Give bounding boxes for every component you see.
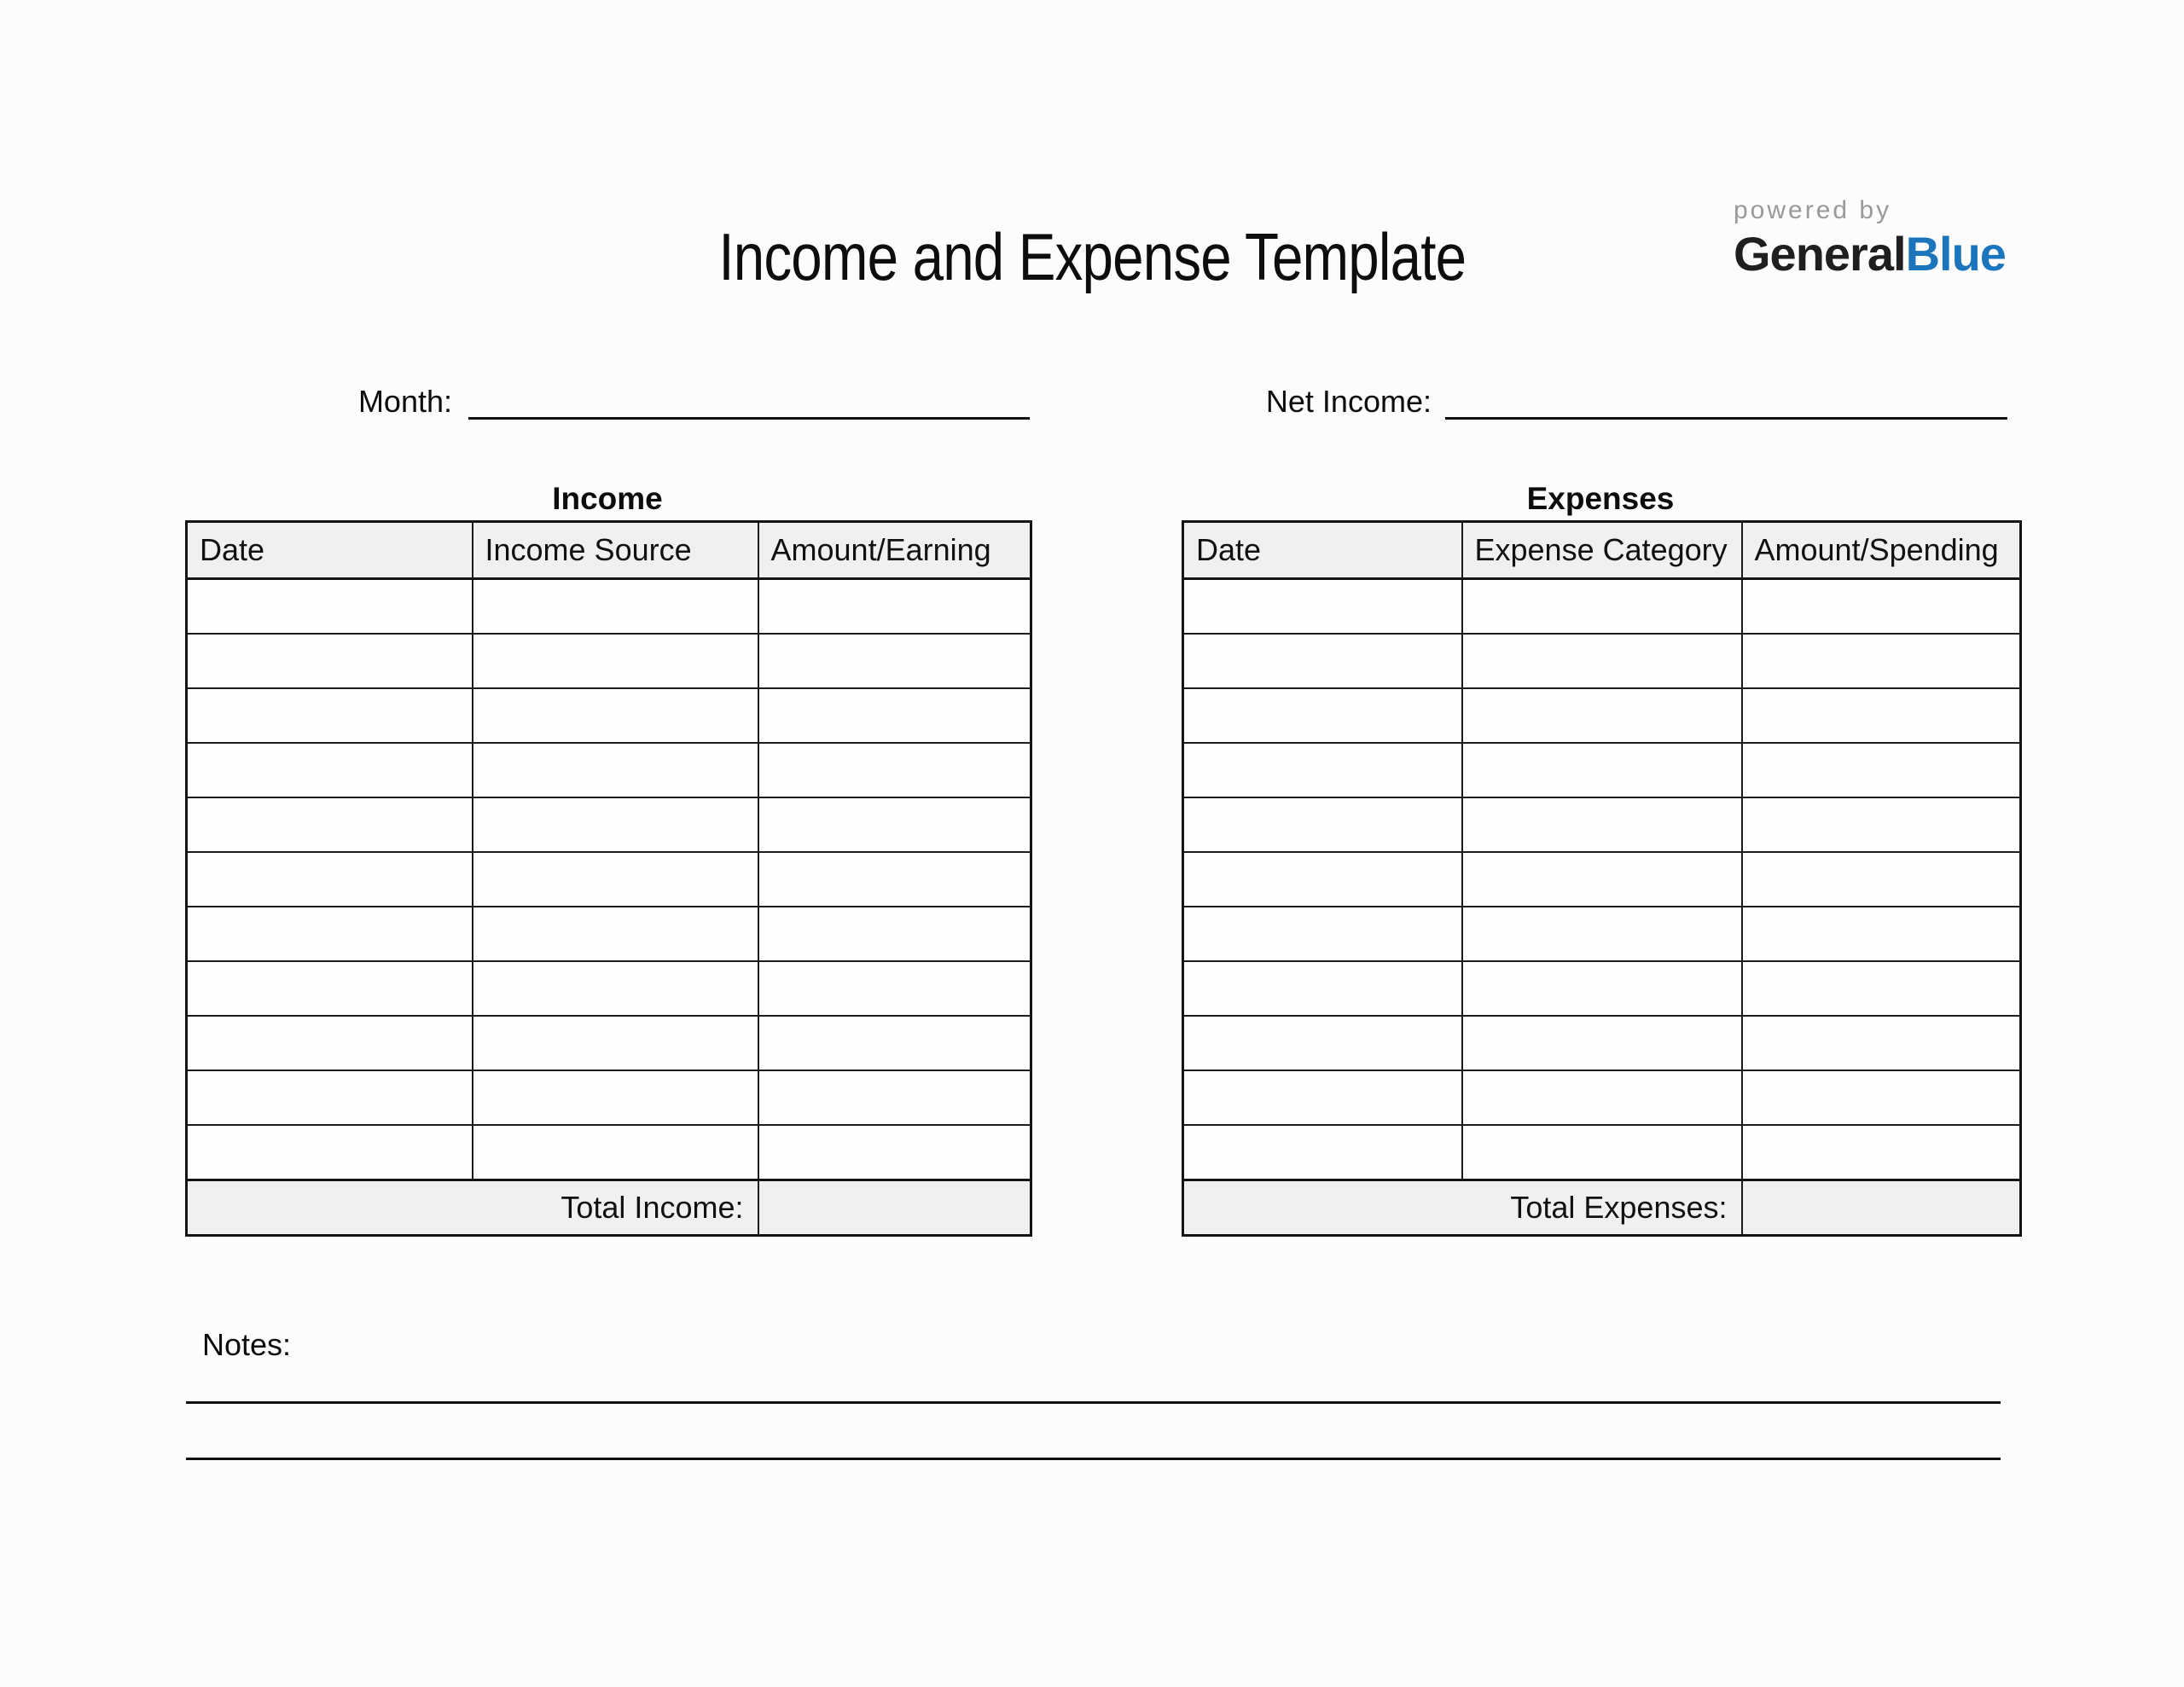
- table-cell[interactable]: [473, 1070, 758, 1125]
- table-cell[interactable]: [758, 688, 1031, 743]
- table-cell[interactable]: [473, 961, 758, 1016]
- table-cell[interactable]: [1183, 634, 1462, 688]
- table-cell[interactable]: [1742, 579, 2021, 635]
- table-cell[interactable]: [1462, 579, 1742, 635]
- table-row: [187, 852, 1031, 907]
- table-cell[interactable]: [473, 797, 758, 852]
- table-cell[interactable]: [758, 1070, 1031, 1125]
- table-cell[interactable]: [187, 579, 473, 635]
- table-cell[interactable]: [1742, 852, 2021, 907]
- table-row: [1183, 579, 2021, 635]
- table-cell[interactable]: [473, 579, 758, 635]
- table-cell[interactable]: [187, 852, 473, 907]
- table-cell[interactable]: [187, 743, 473, 797]
- table-row: [187, 688, 1031, 743]
- month-label: Month:: [357, 384, 452, 419]
- table-cell[interactable]: [1462, 1016, 1742, 1070]
- table-cell[interactable]: [758, 579, 1031, 635]
- table-row: [187, 743, 1031, 797]
- table-cell[interactable]: [1462, 797, 1742, 852]
- table-cell[interactable]: [473, 1016, 758, 1070]
- table-cell[interactable]: [187, 634, 473, 688]
- table-row: [187, 1016, 1031, 1070]
- table-row: [1183, 852, 2021, 907]
- table-cell[interactable]: [473, 852, 758, 907]
- table-cell[interactable]: [473, 688, 758, 743]
- brand-wordmark-blue: Blue: [1905, 227, 2006, 281]
- income-total-row: [187, 1180, 1031, 1236]
- table-row: [1183, 743, 2021, 797]
- table-cell[interactable]: [1742, 688, 2021, 743]
- table-cell[interactable]: [473, 634, 758, 688]
- total-expenses-label: Total Expenses:: [1183, 1180, 1742, 1236]
- table-cell[interactable]: [187, 907, 473, 961]
- table-row: [1183, 688, 2021, 743]
- table-cell[interactable]: [1183, 1070, 1462, 1125]
- income-column-header-amount: Amount/Earning: [758, 522, 1031, 579]
- expenses-total-row: [1183, 1180, 2021, 1236]
- brand-wordmark-general: General: [1734, 227, 1906, 281]
- table-cell[interactable]: [1183, 579, 1462, 635]
- income-header-row: [187, 522, 1031, 579]
- table-cell[interactable]: [1462, 743, 1742, 797]
- table-cell[interactable]: [187, 1125, 473, 1180]
- table-row: [187, 1070, 1031, 1125]
- income-table: [185, 520, 1032, 1237]
- expenses-column-header-date: Date: [1183, 522, 1462, 579]
- table-cell[interactable]: [187, 1016, 473, 1070]
- table-row: [1183, 1125, 2021, 1180]
- table-cell[interactable]: [1742, 1125, 2021, 1180]
- expenses-header-row: [1183, 522, 2021, 579]
- table-cell[interactable]: [1183, 852, 1462, 907]
- table-row: [1183, 1016, 2021, 1070]
- table-cell[interactable]: [1183, 961, 1462, 1016]
- total-income-label: Total Income:: [187, 1180, 758, 1236]
- table-cell[interactable]: [187, 1070, 473, 1125]
- table-cell[interactable]: [758, 907, 1031, 961]
- expenses-table-body: [1183, 579, 2021, 1180]
- table-cell[interactable]: [758, 797, 1031, 852]
- table-cell[interactable]: [1462, 1070, 1742, 1125]
- notes-label: Notes:: [202, 1327, 292, 1362]
- table-cell[interactable]: [758, 961, 1031, 1016]
- table-cell[interactable]: [187, 961, 473, 1016]
- table-cell[interactable]: [758, 852, 1031, 907]
- table-cell[interactable]: [187, 797, 473, 852]
- net-income-label: Net Income:: [1265, 384, 1432, 419]
- brand-wordmark: [1734, 227, 2006, 281]
- table-row: [187, 797, 1031, 852]
- income-column-header-date: Date: [187, 522, 473, 579]
- table-cell[interactable]: [1462, 961, 1742, 1016]
- income-table-body: [187, 579, 1031, 1180]
- table-cell[interactable]: [1183, 1016, 1462, 1070]
- table-row: [187, 1125, 1031, 1180]
- table-cell[interactable]: [1742, 961, 2021, 1016]
- income-column-header-source: Income Source: [473, 522, 758, 579]
- table-cell[interactable]: [1742, 743, 2021, 797]
- notes-line-1[interactable]: [186, 1401, 2001, 1404]
- table-cell[interactable]: [1742, 1016, 2021, 1070]
- table-cell[interactable]: [1183, 743, 1462, 797]
- brand-logo: [1734, 196, 2006, 281]
- expenses-column-header-category: Expense Category: [1462, 522, 1742, 579]
- notes-line-2[interactable]: [186, 1458, 2001, 1460]
- table-cell[interactable]: [1462, 688, 1742, 743]
- table-cell[interactable]: [758, 743, 1031, 797]
- table-row: [1183, 797, 2021, 852]
- table-cell[interactable]: [1183, 1125, 1462, 1180]
- table-cell[interactable]: [1183, 797, 1462, 852]
- table-cell[interactable]: [1462, 1125, 1742, 1180]
- expenses-table: [1182, 520, 2022, 1237]
- table-cell[interactable]: [1742, 634, 2021, 688]
- expenses-section-title: Expenses: [1526, 481, 1675, 516]
- table-cell[interactable]: [1183, 688, 1462, 743]
- table-row: [187, 907, 1031, 961]
- income-section-title: Income: [552, 481, 663, 516]
- total-income-value-cell[interactable]: [758, 1180, 1031, 1236]
- expenses-column-header-amount: Amount/Spending: [1742, 522, 2021, 579]
- table-cell[interactable]: [473, 907, 758, 961]
- table-cell[interactable]: [187, 688, 473, 743]
- net-income-input-line[interactable]: [1445, 417, 2007, 420]
- table-cell[interactable]: [473, 1125, 758, 1180]
- table-cell[interactable]: [1742, 907, 2021, 961]
- table-row: [1183, 1070, 2021, 1125]
- table-cell[interactable]: [1462, 634, 1742, 688]
- table-cell[interactable]: [1742, 797, 2021, 852]
- table-row: [1183, 961, 2021, 1016]
- table-row: [1183, 907, 2021, 961]
- table-cell[interactable]: [758, 1125, 1031, 1180]
- table-row: [1183, 634, 2021, 688]
- powered-by-label: powered by: [1734, 196, 1892, 224]
- table-cell[interactable]: [1462, 852, 1742, 907]
- table-cell[interactable]: [1742, 1070, 2021, 1125]
- table-cell[interactable]: [1462, 907, 1742, 961]
- month-input-line[interactable]: [468, 417, 1030, 420]
- table-cell[interactable]: [758, 634, 1031, 688]
- table-cell[interactable]: [758, 1016, 1031, 1070]
- table-row: [187, 634, 1031, 688]
- table-cell[interactable]: [1183, 907, 1462, 961]
- table-row: [187, 961, 1031, 1016]
- page-title: Income and Expense Template: [718, 219, 1466, 294]
- total-expenses-value-cell[interactable]: [1742, 1180, 2021, 1236]
- table-cell[interactable]: [473, 743, 758, 797]
- table-row: [187, 579, 1031, 635]
